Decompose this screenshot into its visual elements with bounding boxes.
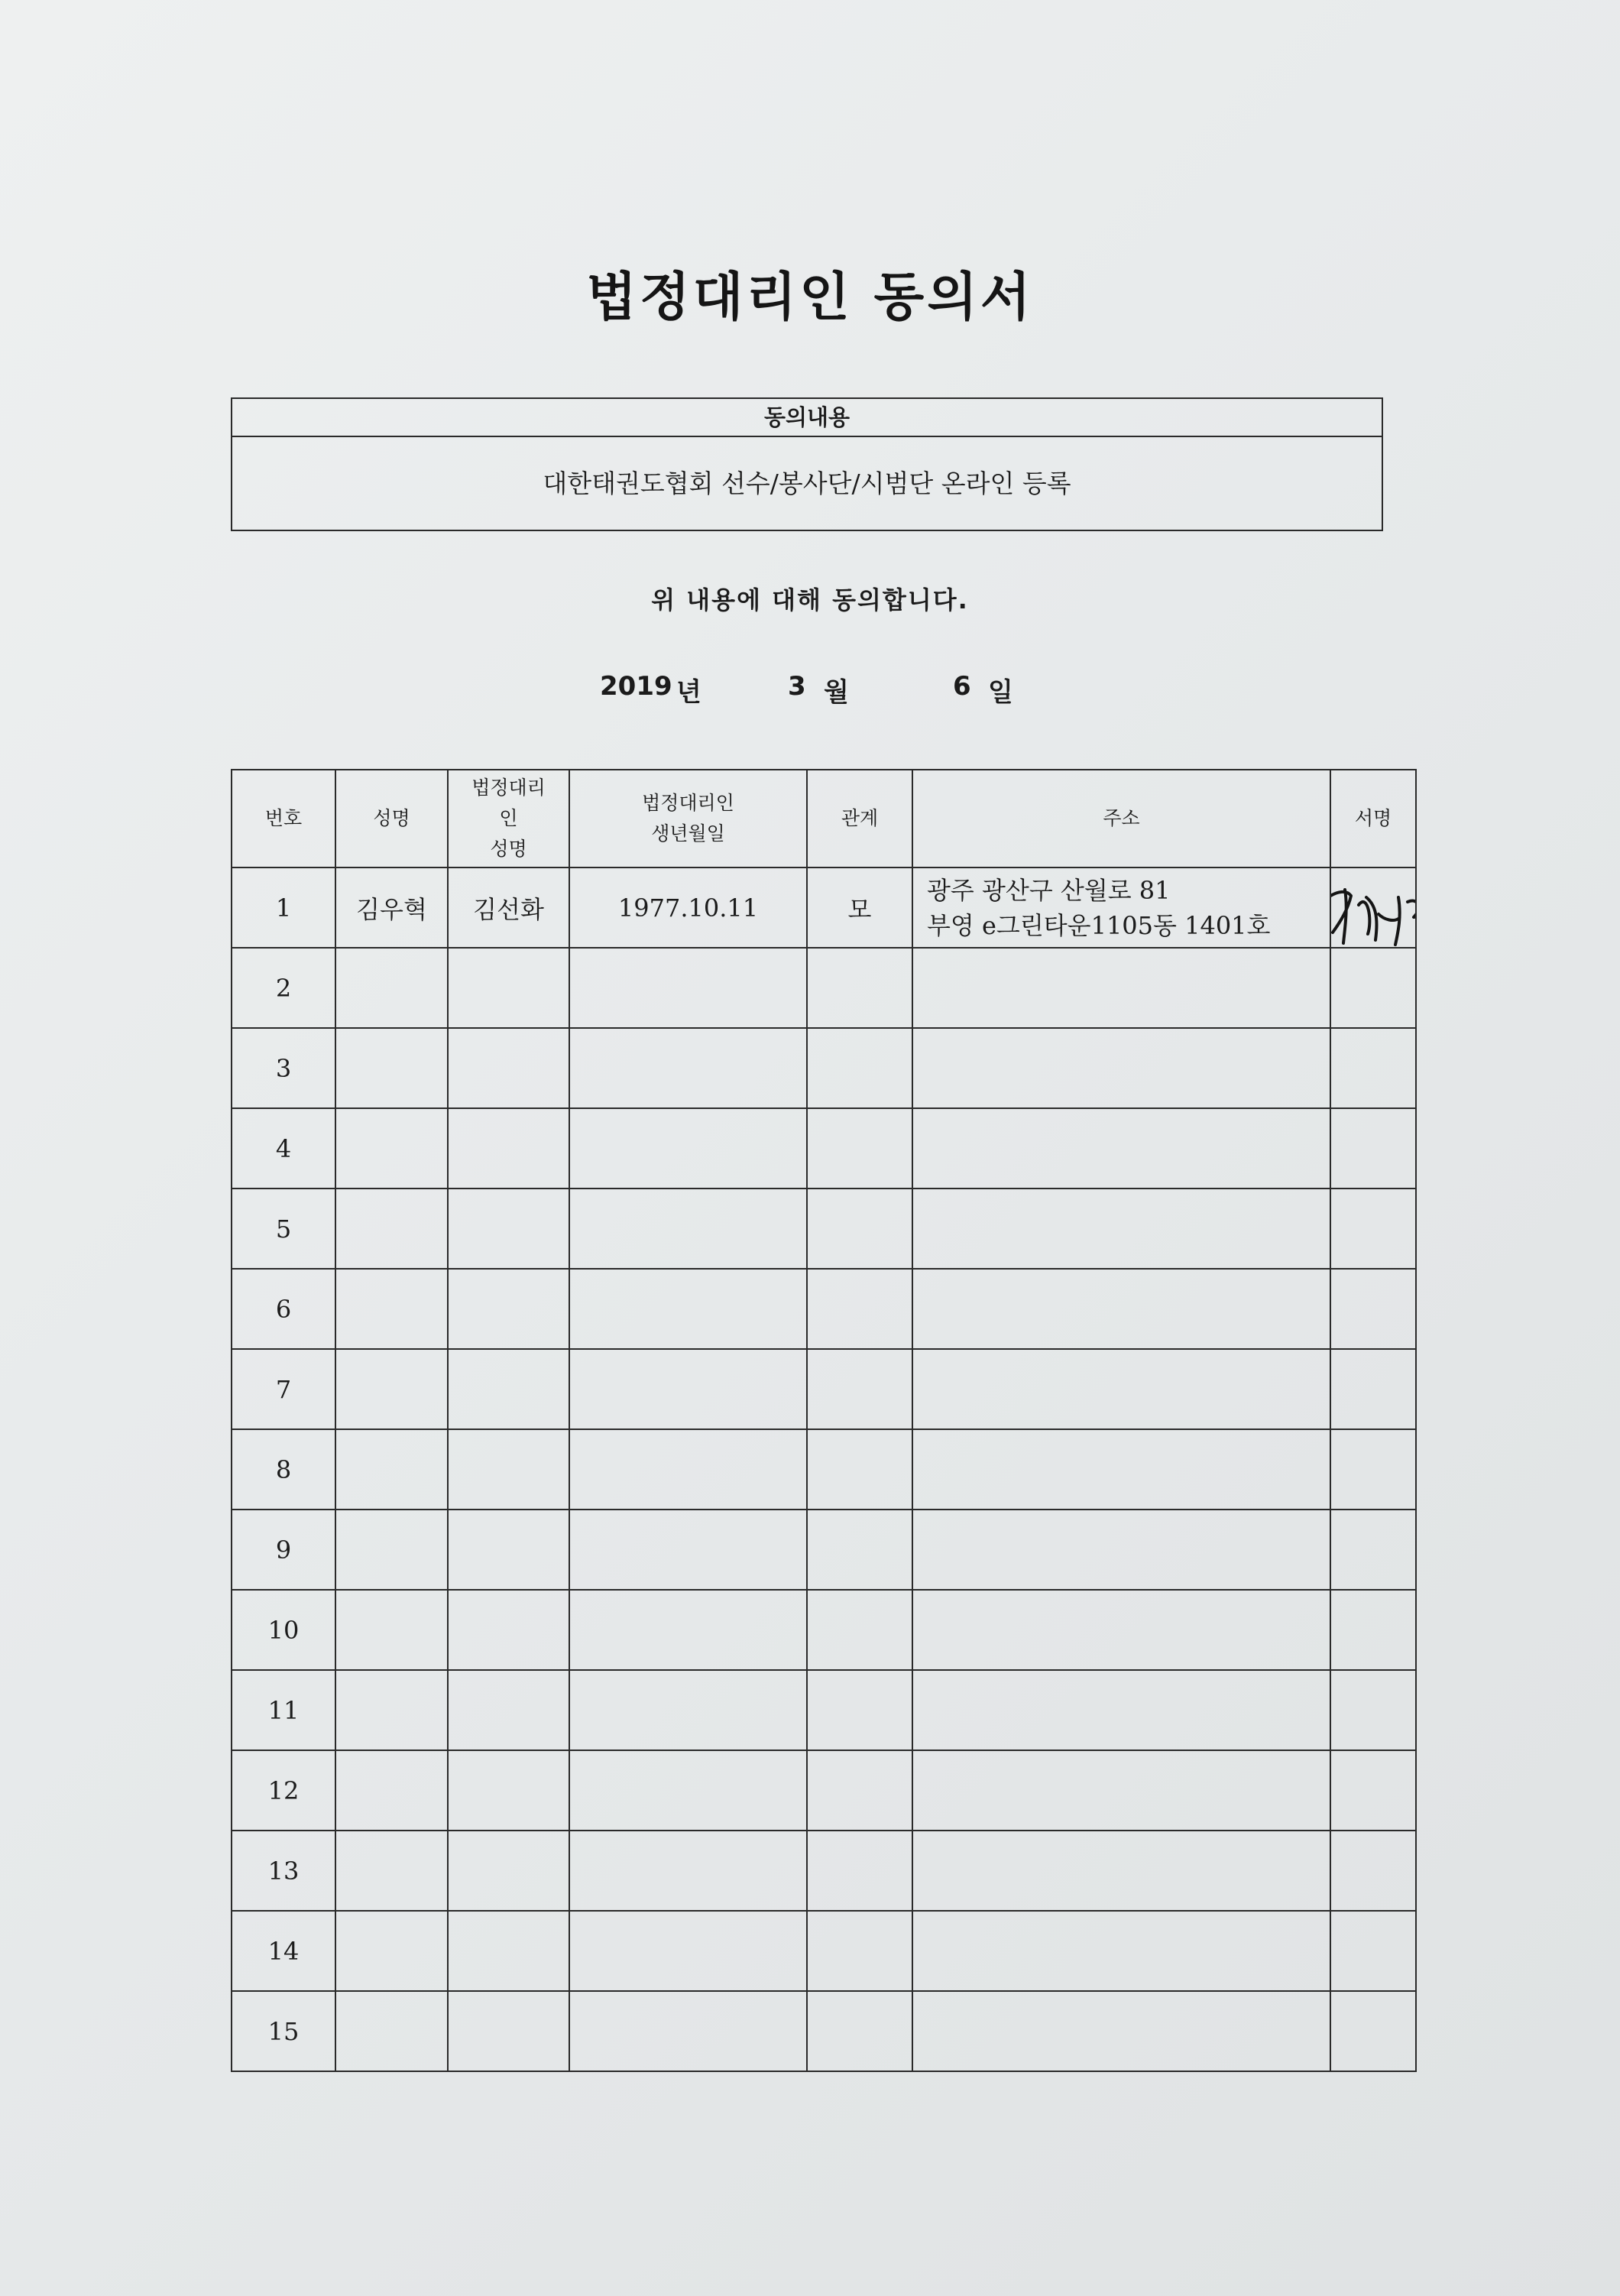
row-name [335, 1831, 448, 1911]
row-number: 13 [232, 1831, 335, 1911]
row-guardian-name [448, 1028, 569, 1108]
row-relation [807, 1991, 912, 2071]
row-address [912, 1911, 1330, 1991]
row-relation: 모 [807, 867, 912, 948]
row-signature [1330, 1510, 1416, 1590]
row-address [912, 1510, 1330, 1590]
row-guardian-birth [569, 1670, 807, 1750]
table-row [232, 1670, 1416, 1750]
table-row [232, 1108, 1416, 1189]
row-guardian-name [448, 1108, 569, 1189]
header-guardian-birth-line2: 생년월일 [651, 822, 725, 845]
row-guardian-birth [569, 1108, 807, 1189]
header-relation: 관계 [807, 770, 912, 867]
row-name [335, 1911, 448, 1991]
address-line-2: 부영 e그린타운1105동 1401호 [927, 910, 1271, 940]
row-number: 10 [232, 1590, 335, 1670]
row-address [912, 1590, 1330, 1670]
row-relation [807, 1911, 912, 1991]
header-guardian-name-line1: 법정대리 [471, 777, 546, 799]
table-row [232, 867, 1416, 948]
row-address [912, 1831, 1330, 1911]
row-number: 14 [232, 1911, 335, 1991]
row-guardian-birth: 1977.10.11 [569, 867, 807, 948]
row-relation [807, 1189, 912, 1269]
date-year: 2019 [600, 671, 672, 702]
row-name [335, 1269, 448, 1349]
row-guardian-birth [569, 1269, 807, 1349]
row-number: 3 [232, 1028, 335, 1108]
row-relation [807, 1510, 912, 1590]
header-guardian-name-line2: 인 [499, 807, 518, 829]
row-name [335, 1028, 448, 1108]
row-relation [807, 1028, 912, 1108]
row-guardian-name [448, 1750, 569, 1831]
table-row [232, 1028, 1416, 1108]
row-guardian-name [448, 1269, 569, 1349]
header-address: 주소 [912, 770, 1330, 867]
row-address [912, 1269, 1330, 1349]
row-address [912, 1108, 1330, 1189]
row-guardian-name [448, 1590, 569, 1670]
table-row [232, 1911, 1416, 1991]
row-guardian-birth [569, 1429, 807, 1510]
row-name [335, 1750, 448, 1831]
row-name [335, 1670, 448, 1750]
row-signature [1330, 867, 1416, 948]
row-signature [1330, 1269, 1416, 1349]
row-address [912, 1670, 1330, 1750]
row-guardian-birth [569, 1831, 807, 1911]
table-row [232, 1831, 1416, 1911]
row-number: 2 [232, 948, 335, 1028]
row-name [335, 1429, 448, 1510]
date-day-unit: 일 [988, 677, 1013, 708]
row-relation [807, 1108, 912, 1189]
document-title: 법정대리인 동의서 [586, 268, 1034, 328]
row-guardian-birth [569, 948, 807, 1028]
row-signature [1330, 1911, 1416, 1991]
row-signature [1330, 1028, 1416, 1108]
table-header-row [232, 770, 1416, 867]
header-guardian-birth [569, 770, 807, 867]
row-relation [807, 1349, 912, 1429]
header-name: 성명 [335, 770, 448, 867]
row-address [912, 1349, 1330, 1429]
row-address [912, 867, 1330, 948]
consent-content-body: 대한태권도협회 선수/봉사단/시범단 온라인 등록 [543, 469, 1071, 498]
table-row [232, 1750, 1416, 1831]
row-guardian-name [448, 1429, 569, 1510]
row-number: 1 [232, 867, 335, 948]
row-number: 7 [232, 1349, 335, 1429]
row-name [335, 1349, 448, 1429]
row-relation [807, 1670, 912, 1750]
agreement-statement: 위 내용에 대해 동의합니다. [651, 585, 969, 615]
row-signature [1330, 1108, 1416, 1189]
row-number: 9 [232, 1510, 335, 1590]
row-address [912, 1991, 1330, 2071]
row-address [912, 948, 1330, 1028]
row-guardian-name [448, 1189, 569, 1269]
row-name [335, 1510, 448, 1590]
row-signature [1330, 948, 1416, 1028]
date-month-unit: 월 [824, 677, 849, 708]
row-signature [1330, 1590, 1416, 1670]
date-day: 6 [953, 671, 971, 702]
row-signature [1330, 1429, 1416, 1510]
row-number: 5 [232, 1189, 335, 1269]
row-number: 4 [232, 1108, 335, 1189]
table-row [232, 948, 1416, 1028]
address-line-1: 광주 광산구 산월로 81 [927, 875, 1171, 905]
table-row [232, 1429, 1416, 1510]
guardian-roster-table [231, 769, 1417, 2072]
header-guardian-birth-line1: 법정대리인 [642, 792, 734, 814]
row-name [335, 1991, 448, 2071]
row-guardian-birth [569, 1510, 807, 1590]
row-number: 11 [232, 1670, 335, 1750]
row-number: 8 [232, 1429, 335, 1510]
table-row [232, 1991, 1416, 2071]
row-signature [1330, 1670, 1416, 1750]
row-address [912, 1429, 1330, 1510]
row-number: 12 [232, 1750, 335, 1831]
table-row [232, 1269, 1416, 1349]
row-guardian-name [448, 948, 569, 1028]
row-guardian-birth [569, 1590, 807, 1670]
table-row [232, 1590, 1416, 1670]
row-address [912, 1189, 1330, 1269]
row-name [335, 1590, 448, 1670]
row-number: 6 [232, 1269, 335, 1349]
table-row [232, 1349, 1416, 1429]
row-guardian-birth [569, 1189, 807, 1269]
table-row [232, 1189, 1416, 1269]
handwritten-signature [1330, 874, 1416, 948]
row-signature [1330, 1349, 1416, 1429]
row-guardian-name [448, 1831, 569, 1911]
row-guardian-name: 김선화 [448, 867, 569, 948]
row-guardian-birth [569, 1349, 807, 1429]
roster-body [232, 867, 1416, 2071]
row-address [912, 1028, 1330, 1108]
row-guardian-birth [569, 1028, 807, 1108]
table-row [232, 1510, 1416, 1590]
row-guardian-name [448, 1510, 569, 1590]
row-relation [807, 1429, 912, 1510]
row-name: 김우혁 [335, 867, 448, 948]
row-relation [807, 1831, 912, 1911]
row-signature [1330, 1991, 1416, 2071]
row-number: 15 [232, 1991, 335, 2071]
row-name [335, 1108, 448, 1189]
header-number: 번호 [232, 770, 335, 867]
row-guardian-name [448, 1991, 569, 2071]
row-guardian-name [448, 1349, 569, 1429]
header-guardian-name-line3: 성명 [490, 838, 527, 860]
row-name [335, 948, 448, 1028]
consent-content-box [231, 397, 1383, 531]
row-signature [1330, 1189, 1416, 1269]
row-guardian-birth [569, 1911, 807, 1991]
date-month: 3 [788, 671, 806, 702]
row-guardian-birth [569, 1750, 807, 1831]
header-guardian-name [448, 770, 569, 867]
row-guardian-birth [569, 1991, 807, 2071]
row-relation [807, 1590, 912, 1670]
row-signature [1330, 1750, 1416, 1831]
row-guardian-name [448, 1911, 569, 1991]
row-relation [807, 1269, 912, 1349]
row-signature [1330, 1831, 1416, 1911]
row-relation [807, 948, 912, 1028]
date-year-unit: 년 [676, 677, 701, 708]
row-relation [807, 1750, 912, 1831]
consent-content-header: 동의내용 [232, 399, 1382, 437]
row-address [912, 1750, 1330, 1831]
header-signature: 서명 [1330, 770, 1416, 867]
row-guardian-name [448, 1670, 569, 1750]
row-name [335, 1189, 448, 1269]
